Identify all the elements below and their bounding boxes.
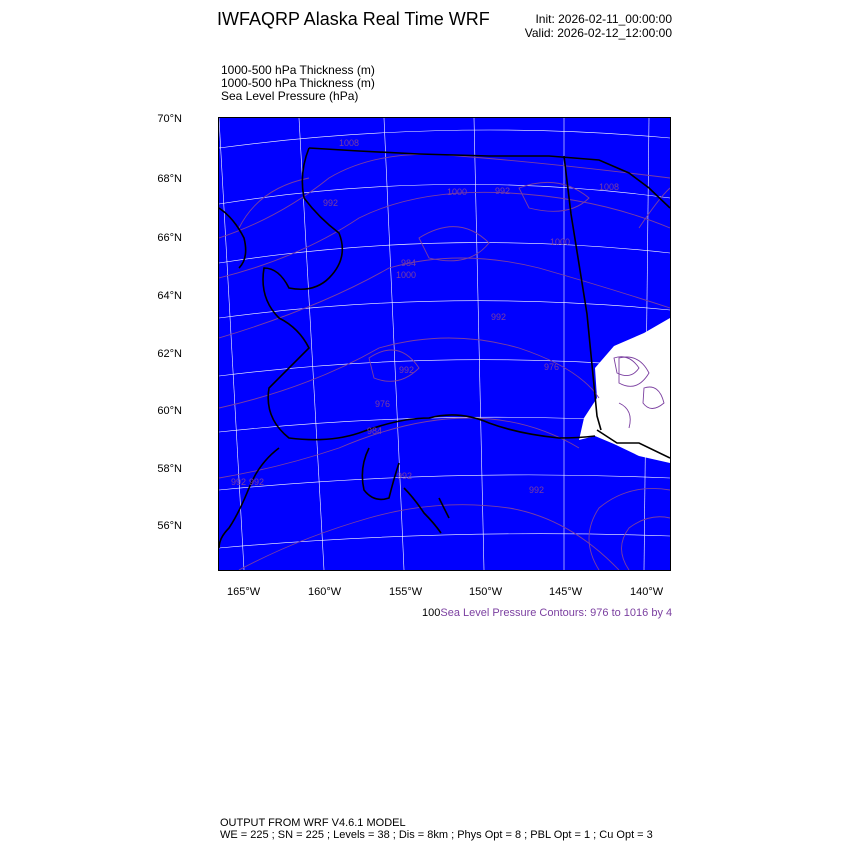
plot-title: IWFAQRP Alaska Real Time WRF: [217, 9, 490, 29]
lat-label: 60°N: [157, 405, 182, 417]
legend-text: Sea Level Pressure Contours: 976 to 1016 by 4: [440, 607, 673, 619]
alaska-map: [219, 118, 670, 570]
contour-label: 992: [397, 471, 413, 481]
contour-label: 1008: [599, 182, 620, 192]
contour-legend: [422, 607, 672, 619]
lat-label: 62°N: [157, 348, 182, 360]
contour-label: 992: [249, 477, 265, 487]
init-time: Init: 2026-02-11_00:00:00: [535, 12, 672, 26]
lon-label: 140°W: [630, 586, 664, 598]
contour-label: 984: [401, 258, 417, 268]
contour-label: 992: [323, 198, 339, 208]
contour-label: 992: [399, 365, 415, 375]
contour-label: 976: [375, 399, 391, 409]
contour-label: 992: [491, 312, 507, 322]
contour-label: 984: [367, 426, 383, 436]
map-panel: [218, 117, 671, 571]
footer-model: OUTPUT FROM WRF V4.6.1 MODEL: [220, 817, 406, 829]
valid-time: Valid: 2026-02-12_12:00:00: [524, 26, 672, 40]
contour-label: 992: [495, 186, 511, 196]
lat-label: 70°N: [157, 113, 182, 125]
lat-label: 66°N: [157, 232, 182, 244]
contour-label: 976: [544, 362, 560, 372]
contour-label: 992: [529, 485, 545, 495]
lon-label: 145°W: [549, 586, 583, 598]
legend-number: 100: [422, 607, 441, 619]
lon-label: 155°W: [389, 586, 423, 598]
field-label-slp: Sea Level Pressure (hPa): [221, 89, 359, 103]
contour-label: 992: [231, 477, 247, 487]
contour-label: 1008: [339, 138, 360, 148]
lon-label: 150°W: [469, 586, 503, 598]
lat-label: 58°N: [157, 463, 182, 475]
lat-label: 68°N: [157, 173, 182, 185]
contour-label: 1000: [396, 270, 417, 280]
lat-label: 56°N: [157, 520, 182, 532]
field-label-thickness-2: 1000-500 hPa Thickness (m): [221, 76, 375, 90]
lat-label: 64°N: [157, 290, 182, 302]
lon-label: 160°W: [308, 586, 342, 598]
contour-label: 1000: [447, 187, 468, 197]
footer-settings: WE = 225 ; SN = 225 ; Levels = 38 ; Dis = 8km ; Phys Opt = 8 ; PBL Opt = 1 ; Cu Opt = 3: [220, 829, 653, 841]
lon-label: 165°W: [227, 586, 261, 598]
field-label-thickness-1: 1000-500 hPa Thickness (m): [221, 63, 375, 77]
contour-label: 1000: [550, 237, 571, 247]
